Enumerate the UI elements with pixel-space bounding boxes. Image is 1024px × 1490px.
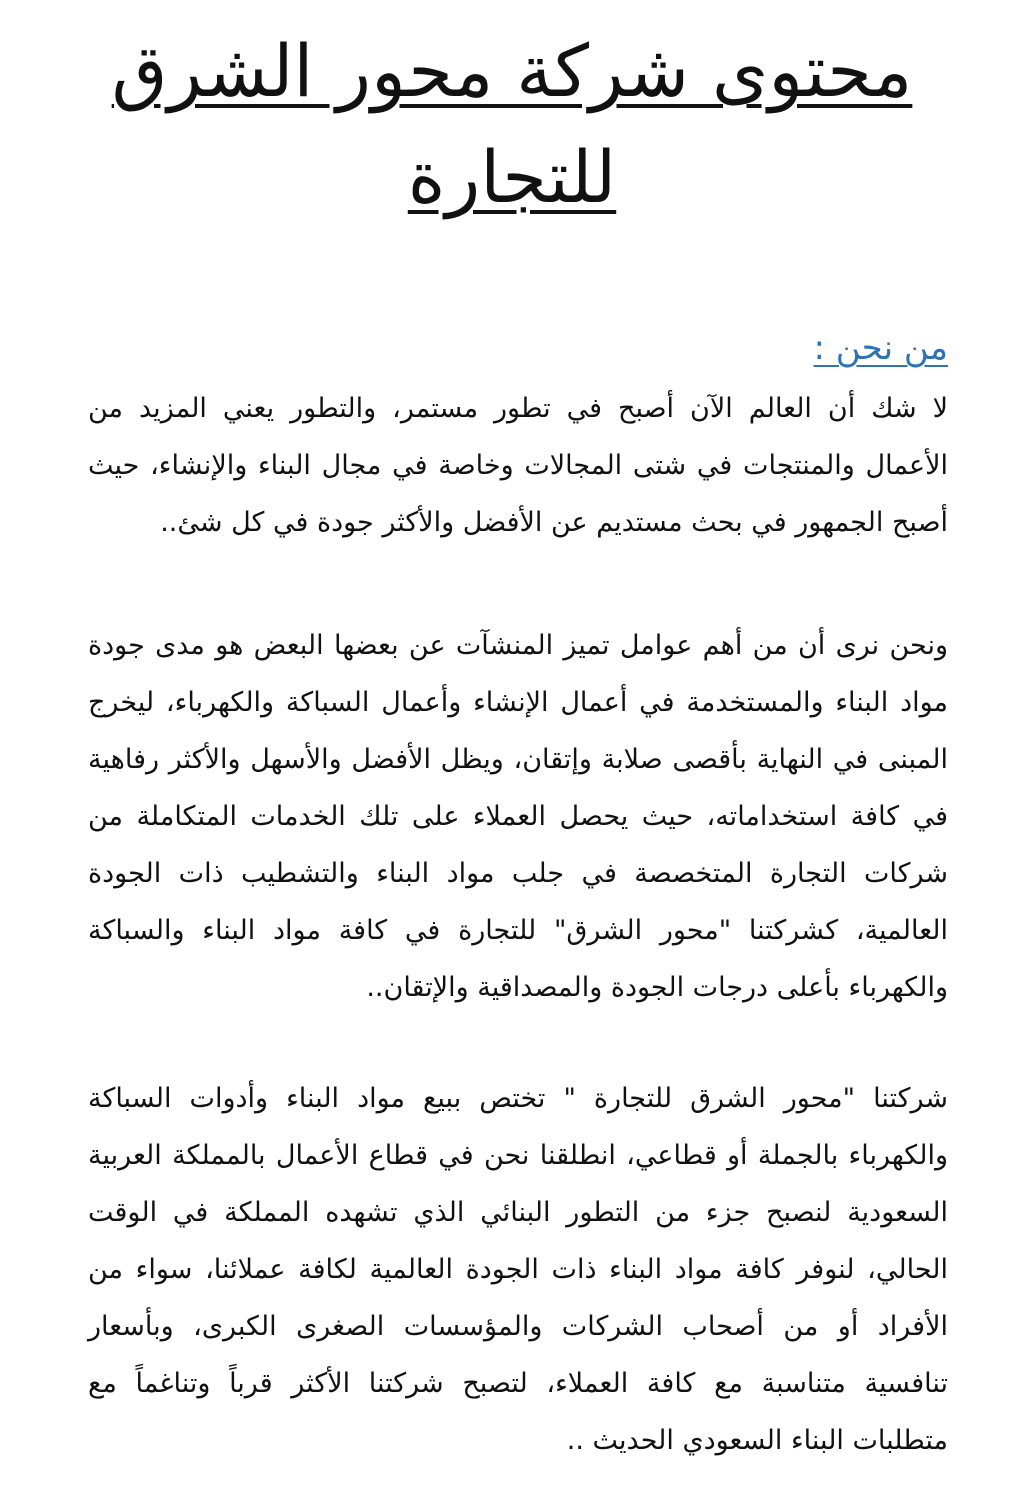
document-title-text: محتوى شركة محور الشرق للتجارة	[111, 29, 913, 219]
paragraph-3: شركتنا "محور الشرق للتجارة " تختص ببيع مواد البناء وأدوات السباكة والكهرباء بالجملة أو قطاعي، انطلقنا نحن في قطاع الأعمال بالمملكة العربية السعودية لنصبح جزء من التطور البنائي الذي تشهده المملكة في الوقت الحالي، لنوفر كافة مواد البناء ذات الجودة العالمية لكافة عملائنا، سواء من الأفراد أو من أصحاب الشركات والمؤسسات الصغرى الكبرى، وبأسعار تنافسية متناسبة مع كافة العملاء، لتصبح شركتنا الأكثر قرباً وتناغماً مع متطلبات البناء السعودي الحديث ..	[88, 1083, 948, 1456]
document-title	[60, 18, 964, 230]
paragraph-1: لا شك أن العالم الآن أصبح في تطور مستمر، والتطور يعني المزيد من الأعمال والمنتجات في شتى المجالات وخاصة في مجال البناء والإنشاء، حيث أصبح الجمهور في بحث مستديم عن الأفضل والأكثر جودة في كل شئ..	[88, 393, 948, 538]
section-heading-about-us: من نحن :	[813, 328, 948, 368]
paragraph-2: ونحن نرى أن من أهم عوامل تميز المنشآت عن بعضها البعض هو مدى جودة مواد البناء والمستخدمة في أعمال الإنشاء وأعمال السباكة والكهرباء، ليخرج المبنى في النهاية بأقصى صلابة وإتقان، ويظل الأفضل والأسهل والأكثر رفاهية في كافة استخداماته، حيث يحصل العملاء على تلك الخدمات المتكاملة من شركات التجارة المتخصصة في جلب مواد البناء والتشطيب ذات الجودة العالمية، كشركتنا "محور الشرق" للتجارة في كافة مواد البناء والسباكة والكهرباء بأعلى درجات الجودة والمصداقية والإتقان..	[88, 630, 948, 1003]
